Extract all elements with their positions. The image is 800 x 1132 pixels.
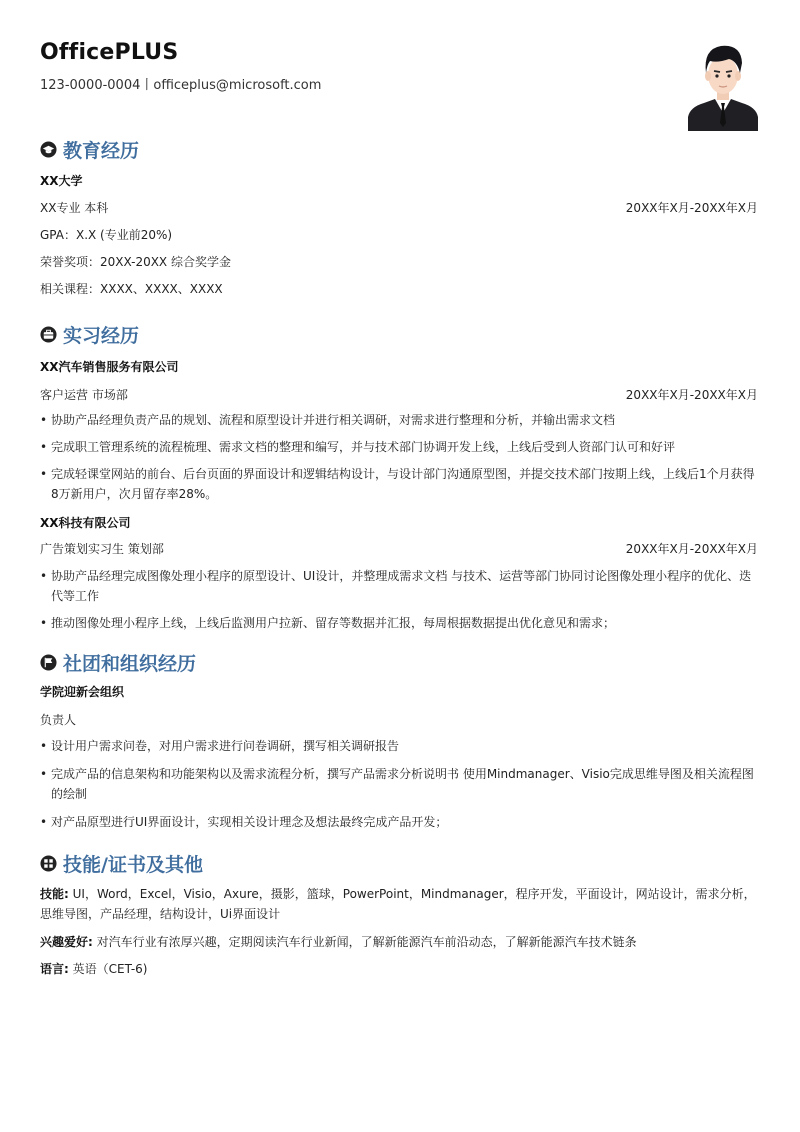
courses: 相关课程：XXXX、XXXX、XXXX [40, 282, 223, 296]
clubs-section-title [40, 650, 196, 674]
hobby-label: 兴趣爱好: [40, 935, 93, 949]
grid-icon [40, 855, 57, 872]
hobby-text: 对汽车行业有浓厚兴趣，定期阅读汽车行业新闻，了解新能源汽车前沿动态，了解新能源汽车技术链条 [92, 935, 637, 949]
bullet-marker: • [40, 815, 48, 829]
hobby-line [40, 932, 762, 952]
list-item: • 完成职工管理系统的流程梳理、需求文档的整理和编写，并与技术部门协调开发上线，上线后受到人资部门认可和好评 [40, 437, 760, 457]
club-role: 负责人 [40, 713, 77, 727]
section-title-text: 教育经历 [63, 139, 140, 162]
education-period: 20XX年X月-20XX年X月 [625, 201, 758, 215]
list-item: • 协助产品经理负责产品的规划、流程和原型设计并进行相关调研，对需求进行整理和分析，并输出需求文档 [40, 410, 760, 430]
candidate-name: OfficePLUS [40, 40, 179, 65]
bullet-marker: • [40, 413, 48, 427]
language-label: 语言: [40, 962, 69, 976]
skills-text: UI，Word，Excel，Visio，Axure，摄影，篮球，PowerPoint，Mindmanager，程序开发，平面设计，网站设计，需求分析，思维导图，产品经理，结构设计，Ui界面设计 [40, 887, 756, 921]
honors: 荣誉奖项：20XX-20XX 综合奖学金 [40, 255, 231, 269]
bullet-marker: • [40, 616, 48, 630]
job-role: 客户运营 市场部 [40, 388, 128, 402]
bullet-marker: • [40, 440, 48, 454]
job-role: 广告策划实习生 策划部 [40, 542, 164, 556]
skills-label: 技能: [40, 887, 69, 901]
job-period: 20XX年X月-20XX年X月 [625, 542, 758, 556]
graduation-cap-icon [40, 141, 57, 158]
briefcase-icon [40, 326, 57, 343]
avatar [688, 41, 758, 131]
section-title-text: 社团和组织经历 [63, 652, 197, 675]
bullet-marker: • [40, 467, 48, 481]
list-item: • 协助产品经理完成图像处理小程序的原型设计、UI设计，并整理成需求文档 与技术、运营等部门协同讨论图像处理小程序的优化、迭代等工作 [40, 566, 760, 606]
list-item: • 对产品原型进行UI界面设计，实现相关设计理念及想法最终完成产品开发； [40, 812, 760, 832]
list-item: • 推动图像处理小程序上线，上线后监测用户拉新、留存等数据并汇报，每周根据数据提出优化意见和需求； [40, 613, 760, 633]
contact-info: 123-0000-0004丨officeplus@microsoft.com [40, 78, 322, 93]
bullet-marker: • [40, 569, 48, 583]
organization-name: 学院迎新会组织 [40, 685, 125, 699]
skills-line [40, 884, 762, 924]
list-item: • 完成轻课堂网站的前台、后台页面的界面设计和逻辑结构设计，与设计部门沟通原型图，并提交技术部门按期上线，上线后1个月获得8万新用户，次月留存率28%。 [40, 464, 760, 504]
job-period: 20XX年X月-20XX年X月 [625, 388, 758, 402]
internship-section-title [40, 322, 139, 346]
company-name: XX科技有限公司 [40, 516, 131, 530]
bullet-marker: • [40, 739, 48, 753]
skills-section-title [40, 851, 203, 875]
section-title-text: 实习经历 [63, 324, 140, 347]
list-item: • 设计用户需求问卷，对用户需求进行问卷调研，撰写相关调研报告 [40, 736, 760, 756]
gpa: GPA：X.X (专业前20%) [40, 228, 173, 242]
bullet-marker: • [40, 767, 48, 781]
flag-icon [40, 654, 57, 671]
education-section-title [40, 137, 139, 161]
language-line [40, 959, 762, 979]
major: XX专业 本科 [40, 201, 109, 215]
list-item: • 完成产品的信息架构和功能架构以及需求流程分析，撰写产品需求分析说明书 使用Mindmanager、Visio完成思维导图及相关流程图的绘制 [40, 764, 760, 804]
section-title-text: 技能/证书及其他 [63, 853, 203, 876]
company-name: XX汽车销售服务有限公司 [40, 360, 179, 374]
language-text: 英语（CET-6) [68, 962, 148, 976]
school-name: XX大学 [40, 174, 83, 188]
